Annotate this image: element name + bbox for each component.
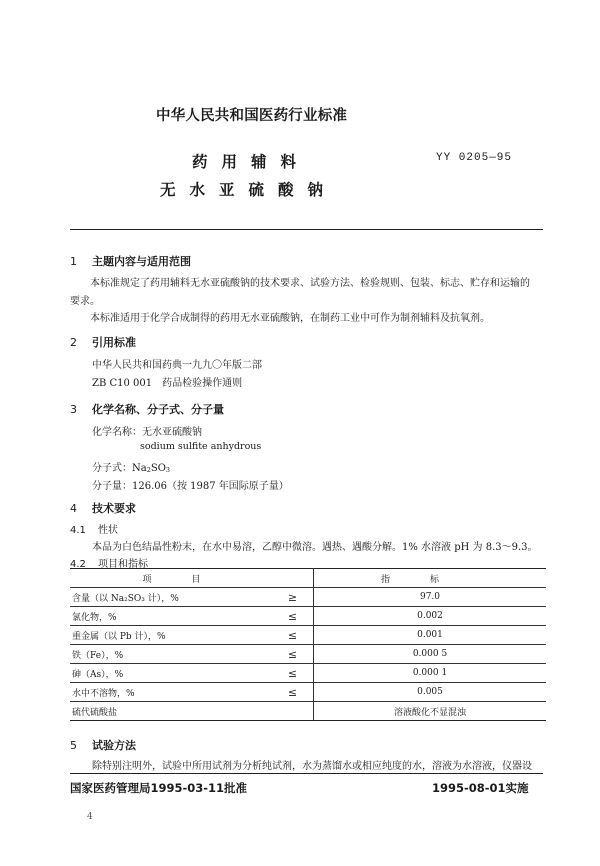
section-number: 1 bbox=[70, 255, 77, 268]
molecular-weight: 126.06（按 1987 年国际原子量） bbox=[132, 481, 289, 492]
table-row bbox=[70, 645, 546, 664]
section-number: 4 bbox=[70, 502, 77, 515]
item-cell: 铁（Fe），% bbox=[70, 645, 272, 664]
section-5-paragraph: 除特别注明外，试验中所用试剂为分析纯试剂，水为蒸馏水或相应纯度的水，溶液为水溶液，仪器设 bbox=[92, 761, 532, 772]
chemical-name: 无水亚硫酸钠 bbox=[142, 427, 202, 438]
item-cell: 砷（As），% bbox=[70, 664, 272, 683]
table-row bbox=[70, 607, 546, 626]
value-cell: 0.001 bbox=[314, 626, 547, 645]
chemical-name-label: 化学名称： bbox=[92, 427, 142, 438]
implementation-date: 1995-08-01实施 bbox=[432, 781, 529, 795]
subsection-title: 项目和指标 bbox=[98, 559, 148, 570]
operator-cell: ≤ bbox=[272, 645, 314, 664]
table-row bbox=[70, 664, 546, 683]
item-cell: 重金属（以 Pb 计），% bbox=[70, 626, 272, 645]
appearance-description: 本品为白色结晶性粉末，在水中易溶，乙醇中微溶。遇热、遇酸分解。1% 水溶液 pH 为 8.3～9.3。 bbox=[92, 542, 538, 553]
section-1-paragraph-1-continued: 要求。 bbox=[70, 296, 100, 307]
value-cell: 0.000 5 bbox=[314, 645, 547, 664]
section-4-heading bbox=[70, 500, 136, 516]
subsection-title: 性状 bbox=[98, 525, 118, 536]
table-header-row bbox=[70, 569, 546, 588]
value-cell: 0.002 bbox=[314, 607, 547, 626]
section-title: 主题内容与适用范围 bbox=[92, 255, 191, 268]
operator-cell bbox=[272, 702, 314, 721]
operator-cell: ≥ bbox=[272, 588, 314, 607]
section-title: 试验方法 bbox=[92, 739, 136, 752]
item-cell: 硫代硫酸盐 bbox=[70, 702, 272, 721]
formula-na: Na bbox=[132, 463, 147, 474]
value-cell: 溶液酸化不显混浊 bbox=[314, 702, 547, 721]
table-row bbox=[70, 683, 546, 702]
title-line-1: 药用辅料 bbox=[192, 153, 311, 171]
table-row bbox=[70, 702, 546, 721]
header-item: 项目 bbox=[70, 569, 314, 588]
section-number: 3 bbox=[70, 403, 77, 416]
section-5-heading bbox=[70, 737, 136, 753]
table-row bbox=[70, 588, 546, 607]
value-cell: 0.005 bbox=[314, 683, 547, 702]
standard-code: YY 0205—95 bbox=[436, 152, 513, 164]
subsection-number: 4.2 bbox=[70, 559, 86, 570]
operator-cell: ≤ bbox=[272, 664, 314, 683]
section-title: 化学名称、分子式、分子量 bbox=[92, 403, 224, 416]
section-1-paragraph-1: 本标准规定了药用辅料无水亚硫酸钠的技术要求、试验方法、检验规则、包装、标志、贮存和运输的 bbox=[90, 278, 530, 289]
english-name: sodium sulfite anhydrous bbox=[140, 441, 262, 452]
title-line-2: 无水亚硫酸钠 bbox=[160, 181, 338, 199]
section-1-heading bbox=[70, 253, 191, 269]
molecular-weight-row bbox=[92, 477, 289, 492]
chemical-name-row bbox=[92, 423, 202, 438]
table-row bbox=[70, 626, 546, 645]
issuing-organization: 中华人民共和国医药行业标准 bbox=[156, 108, 348, 124]
section-title: 技术要求 bbox=[92, 502, 136, 515]
section-1-paragraph-2: 本标准适用于化学合成制得的药用无水亚硫酸钠，在制药工业中可作为制剂辅料及抗氧剂。 bbox=[90, 313, 490, 324]
footer-divider bbox=[70, 773, 543, 774]
header-divider bbox=[70, 229, 543, 230]
section-3-heading bbox=[70, 401, 224, 417]
molecular-weight-label: 分子量： bbox=[92, 481, 132, 492]
formula-so-subscript: 3 bbox=[165, 466, 171, 474]
subsection-number: 4.1 bbox=[70, 525, 86, 536]
operator-cell: ≤ bbox=[272, 607, 314, 626]
section-number: 2 bbox=[70, 336, 77, 349]
item-cell: 氯化物，% bbox=[70, 607, 272, 626]
specification-table bbox=[70, 568, 546, 721]
value-cell: 0.000 1 bbox=[314, 664, 547, 683]
section-2-heading bbox=[70, 334, 136, 350]
header-index: 指标 bbox=[314, 569, 547, 588]
reference-item: ZB C10 001 药品检验操作通则 bbox=[92, 378, 243, 389]
section-number: 5 bbox=[70, 739, 77, 752]
molecular-formula-row bbox=[92, 459, 170, 474]
value-cell: 97.0 bbox=[314, 588, 547, 607]
reference-item: 中华人民共和国药典一九九〇年版二部 bbox=[92, 360, 262, 371]
subsection-4-1-heading bbox=[70, 521, 118, 536]
formula-so: SO bbox=[150, 463, 166, 474]
formula-label: 分子式： bbox=[92, 463, 132, 474]
operator-cell: ≤ bbox=[272, 683, 314, 702]
page-number: 4 bbox=[87, 812, 93, 822]
section-title: 引用标准 bbox=[92, 336, 136, 349]
approval-date: 国家医药管理局1995-03-11批准 bbox=[70, 781, 248, 795]
item-cell: 水中不溶物，% bbox=[70, 683, 272, 702]
item-cell: 含量（以 Na₂SO₃ 计），% bbox=[70, 588, 272, 607]
operator-cell: ≤ bbox=[272, 626, 314, 645]
formula-na-subscript: 2 bbox=[146, 466, 151, 474]
